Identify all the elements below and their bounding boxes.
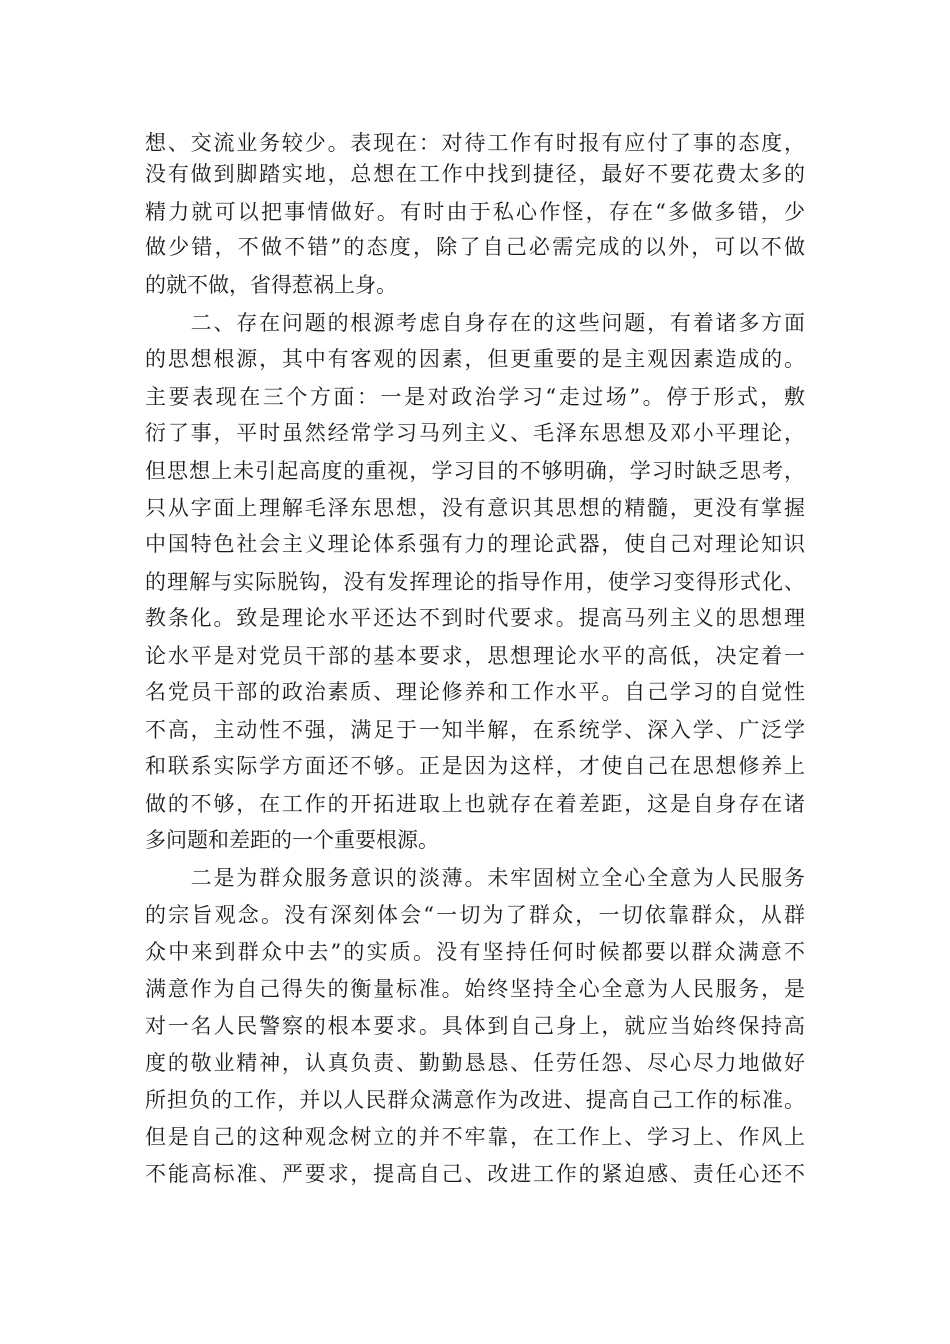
text-line: 但是自己的这种观念树立的并不牢靠，在工作上、学习上、作风上	[145, 1125, 805, 1149]
text-line: 精力就可以把事情做好。有时由于私心作怪，存在“多做多错，少	[145, 200, 805, 224]
text-line: 只从字面上理解毛泽东思想，没有意识其思想的精髓，更没有掌握	[145, 496, 805, 520]
text-line: 多问题和差距的一个重要根源。	[145, 828, 439, 852]
text-line: 想、交流业务较少。表现在：对待工作有时报有应付了事的态度，	[145, 131, 805, 155]
text-line: 所担负的工作，并以人民群众满意作为改进、提高自己工作的标准。	[145, 1088, 805, 1112]
text-line: 名党员干部的政治素质、理论修养和工作水平。自己学习的自觉性	[145, 680, 805, 704]
text-line: 教条化。致是理论水平还达不到时代要求。提高马列主义的思想理	[145, 606, 805, 630]
text-line: 论水平是对党员干部的基本要求，思想理论水平的高低，决定着一	[145, 644, 805, 668]
text-line: 的就不做，省得惹祸上身。	[145, 273, 397, 297]
text-line: 满意作为自己得失的衡量标准。始终坚持全心全意为人民服务，是	[145, 977, 805, 1001]
text-line: 二、存在问题的根源考虑自身存在的这些问题，有着诸多方面	[145, 311, 805, 335]
text-line: 但思想上未引起高度的重视，学习目的不够明确，学习时缺乏思考，	[145, 459, 805, 483]
text-line: 对一名人民警察的根本要求。具体到自己身上，就应当始终保持高	[145, 1014, 805, 1038]
text-line: 和联系实际学方面还不够。正是因为这样，才使自己在思想修养上	[145, 754, 805, 778]
text-line: 众中来到群众中去”的实质。没有坚持任何时候都要以群众满意不	[145, 940, 805, 964]
text-line: 度的敬业精神，认真负责、勤勤恳恳、任劳任怨、尽心尽力地做好	[145, 1051, 805, 1075]
text-line: 做少错，不做不错”的态度，除了自己必需完成的以外，可以不做	[145, 235, 805, 259]
text-line: 的思想根源，其中有客观的因素，但更重要的是主观因素造成的。	[145, 347, 805, 371]
text-line: 主要表现在三个方面：一是对政治学习“走过场”。停于形式，敷	[145, 385, 805, 409]
text-line: 做的不够，在工作的开拓进取上也就存在着差距，这是自身存在诸	[145, 792, 805, 816]
text-line: 不能高标准、严要求，提高自己、改进工作的紧迫感、责任心还不	[145, 1162, 805, 1186]
text-line: 二是为群众服务意识的淡薄。未牢固树立全心全意为人民服务	[145, 866, 805, 890]
text-line: 中国特色社会主义理论体系强有力的理论武器，使自己对理论知识	[145, 532, 805, 556]
text-line: 的宗旨观念。没有深刻体会“一切为了群众，一切依靠群众，从群	[145, 903, 805, 927]
text-line: 的理解与实际脱钩，没有发挥理论的指导作用，使学习变得形式化、	[145, 570, 805, 594]
text-line: 不高，主动性不强，满足于一知半解，在系统学、深入学、广泛学	[145, 718, 805, 742]
text-line: 衍了事，平时虽然经常学习马列主义、毛泽东思想及邓小平理论，	[145, 421, 805, 445]
text-line: 没有做到脚踏实地，总想在工作中找到捷径，最好不要花费太多的	[145, 162, 805, 186]
